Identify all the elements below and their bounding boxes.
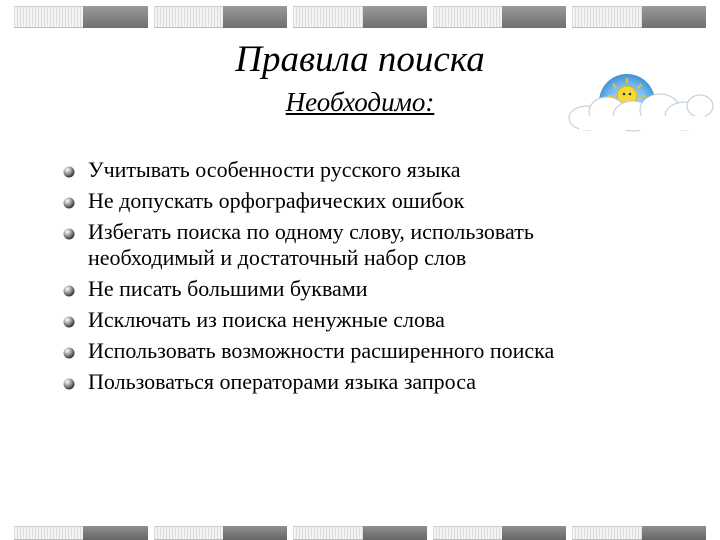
rule-text: Избегать поиска по одному слову, использовать необходимый и достаточный набор слов — [88, 219, 534, 270]
list-item — [60, 307, 660, 333]
rule-text: Исключать из поиска ненужные слова — [88, 307, 445, 332]
rule-text: Не допускать орфографических ошибок — [88, 188, 465, 213]
top-decorative-bar — [14, 6, 706, 28]
bar-segment — [14, 6, 148, 28]
sphere-bullet-icon — [63, 166, 75, 178]
list-item — [60, 338, 660, 364]
sphere-bullet-icon — [63, 347, 75, 359]
bar-segment — [572, 526, 706, 540]
slide-title: Правила поиска — [235, 39, 485, 80]
sphere-bullet-icon — [63, 197, 75, 209]
rules-list — [60, 157, 660, 400]
slide-subtitle: Необходимо: — [285, 87, 435, 117]
sphere-bullet-icon — [63, 285, 75, 297]
list-item — [60, 276, 660, 302]
bottom-decorative-bar — [14, 526, 706, 540]
sphere-bullet-icon — [63, 316, 75, 328]
bar-segment — [154, 6, 288, 28]
bar-segment — [293, 526, 427, 540]
list-item — [60, 369, 660, 395]
sphere-bullet-icon — [63, 228, 75, 240]
bar-segment — [572, 6, 706, 28]
rule-text: Не писать большими буквами — [88, 276, 368, 301]
bar-segment — [433, 526, 567, 540]
sphere-bullet-icon — [63, 378, 75, 390]
list-item — [60, 157, 660, 183]
list-item — [60, 188, 660, 214]
rule-text: Учитывать особенности русского языка — [88, 157, 461, 182]
list-item — [60, 219, 660, 271]
sun-behind-cloud-icon — [565, 66, 715, 138]
bar-segment — [154, 526, 288, 540]
bar-segment — [293, 6, 427, 28]
bar-segment — [14, 526, 148, 540]
rule-text: Использовать возможности расширенного поиска — [88, 338, 555, 363]
rule-text: Пользоваться операторами языка запроса — [88, 369, 477, 394]
bar-segment — [433, 6, 567, 28]
